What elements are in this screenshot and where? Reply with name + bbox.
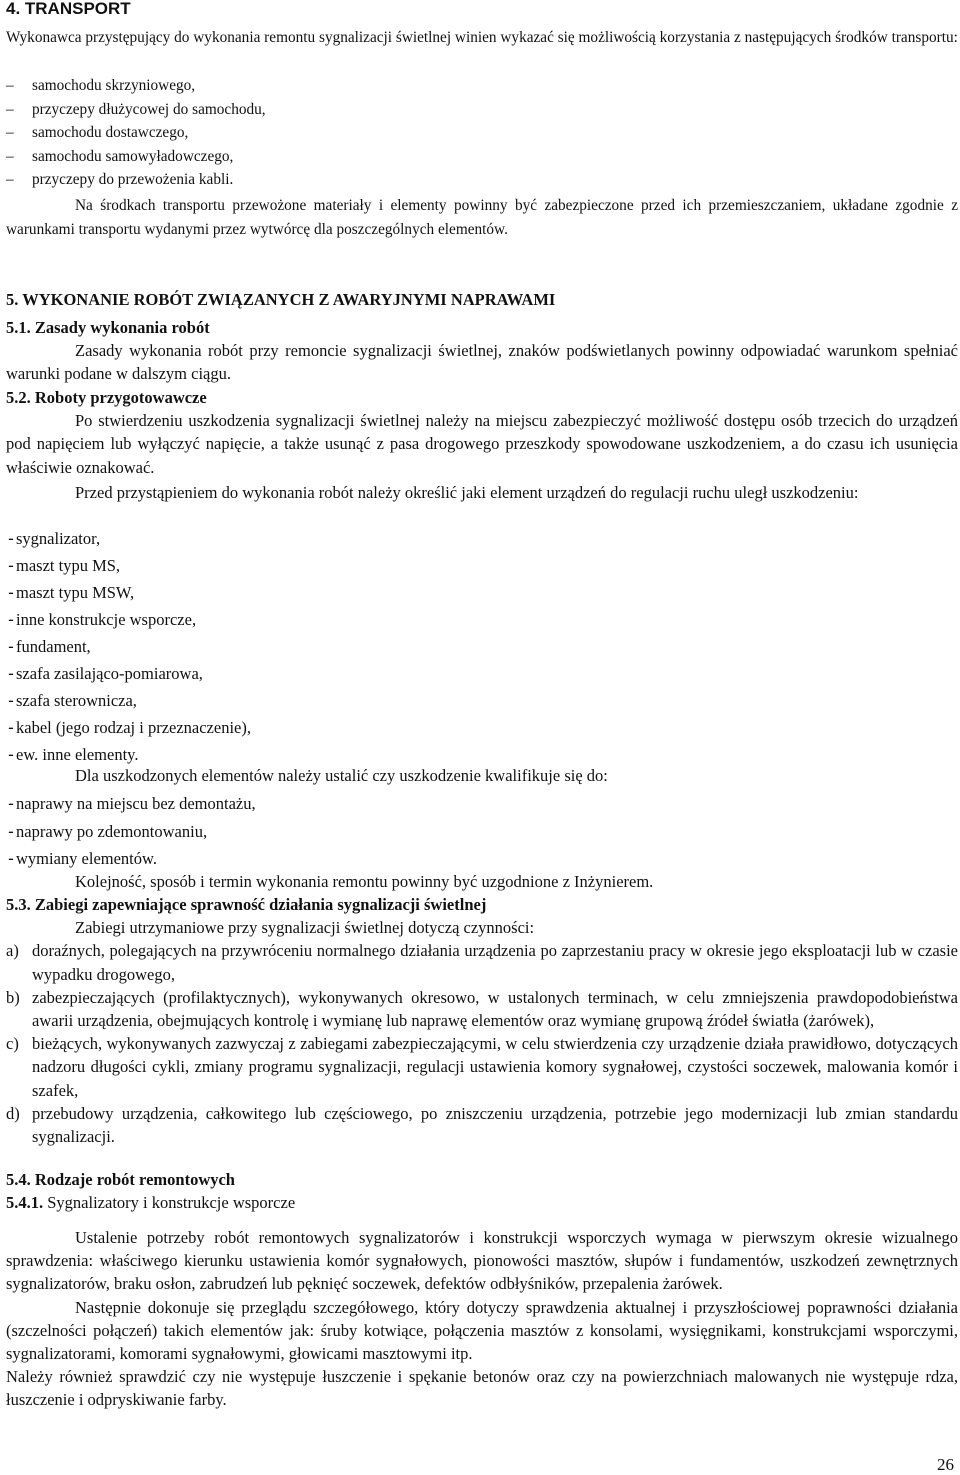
list-item — [6, 986, 958, 1032]
list-marker: c) — [6, 1034, 19, 1054]
list-item-text: samochodu skrzyniowego, — [32, 77, 196, 94]
transport-list — [6, 74, 958, 192]
paragraph: Zasady wykonania robót przy remoncie sygnalizacji świetlnej, znaków podświetlanych powinny odpowiadać warunkom spełniać warunki podane w dalszym ciągu. — [6, 341, 958, 384]
list-item-text: zabezpieczających (profilaktycznych), wykonywanych okresowo, w ustalonych terminach, w celu zmniejszenia prawdopodobieństwa awarii urządzenia, obejmujących kontrolę i wymianę lub naprawę elementów oraz wymianę grupową źródeł światła (żarówek), — [32, 987, 958, 1031]
hyphen-bullet: - — [6, 718, 16, 737]
hyphen-bullet: - — [6, 664, 16, 683]
sub-subsection-title: Sygnalizatory i konstrukcje wsporcze — [43, 1193, 296, 1213]
list-marker: a) — [6, 941, 19, 961]
list-item-text: kabel (jego rodzaj i przeznaczenie), — [16, 718, 251, 737]
dash-bullet: – — [6, 124, 14, 141]
damaged-elements-list — [6, 525, 958, 768]
paragraph: Wykonawca przystępujący do wykonania remontu sygnalizacji świetlnej winien wykazać się możliwością korzystania z następujących środków transportu: — [6, 29, 958, 46]
subsection-heading: 5.2. Roboty przygotowawcze — [6, 388, 207, 407]
list-item — [6, 98, 958, 122]
section-heading: 5. WYKONANIE ROBÓT ZWIĄZANYCH Z AWARYJNYMI NAPRAWAMI — [6, 290, 556, 309]
hyphen-bullet: - — [6, 556, 16, 575]
hyphen-bullet: - — [6, 583, 16, 602]
list-item-text: maszt typu MSW, — [16, 583, 135, 602]
list-item-text: szafa zasilająco-pomiarowa, — [16, 664, 203, 683]
list-marker: d) — [6, 1103, 20, 1123]
paragraph: Kolejność, sposób i termin wykonania remontu powinny być uzgodnione z Inżynierem. — [75, 872, 654, 891]
page-number: 26 — [937, 1455, 954, 1474]
list-item — [6, 714, 958, 741]
list-item-text: wymiany elementów. — [16, 849, 157, 868]
subsection-5-1 — [6, 316, 958, 386]
transport-note — [6, 194, 958, 241]
paragraph: Na środkach transportu przewożone materiały i elementy powinny być zabezpieczone przed ich przemieszczaniem, układane zgodnie z warunkami transportu wydanymi przez wytwórcę dla poszczególnych elementów. — [6, 197, 958, 238]
list-item-text: przyczepy do przewożenia kabli. — [32, 171, 234, 188]
paragraph: Należy również sprawdzić czy nie występuje łuszczenie i spękanie betonów oraz czy na powierzchniach malowanych nie występuje rdza, łuszczenie i odpryskiwanie farby. — [6, 1367, 958, 1410]
list-item-text: fundament, — [16, 637, 91, 656]
sub-subsection-number: 5.4.1. — [6, 1193, 44, 1213]
list-item — [6, 525, 958, 552]
subsection-heading: 5.3. Zabiegi zapewniające sprawność działania sygnalizacji świetlnej — [6, 895, 487, 914]
list-item-text: inne konstrukcje wsporcze, — [16, 610, 197, 629]
list-item-text: naprawy po zdemontowaniu, — [16, 821, 208, 841]
list-item — [6, 1102, 958, 1148]
paragraph: Po stwierdzeniu uszkodzenia sygnalizacji świetlnej należy na miejscu zabezpieczyć możliwość dostępu osób trzecich do urządzeń pod napięciem lub wyłączyć napięcie, a także usunąć z pasa drogowego przeszkody spowodowane uszkodzeniem, a do czasu ich usunięcia właściwie oznakować. — [6, 411, 958, 477]
list-item — [6, 790, 958, 818]
paragraph: Następnie dokonuje się przeglądu szczegółowego, który dotyczy sprawdzenia aktualnej i przyszłościowej poprawności działania (szczelności połączeń) takich elementów jak: śruby kotwiące, połączenia masztów z konsolami, wysięgnikami, konstrukcjami wsporczymi, sygnalizatorami, komorami sygnałowymi, głowicami masztowymi itp. — [6, 1297, 958, 1364]
dash-bullet: – — [6, 171, 14, 188]
list-item-text: maszt typu MS, — [16, 556, 121, 575]
list-item — [6, 1032, 958, 1102]
dash-bullet: – — [6, 147, 14, 165]
subsection-5-3 — [6, 893, 958, 1148]
dash-bullet: – — [6, 100, 14, 118]
list-item-text: samochodu samowyładowczego, — [32, 147, 234, 165]
list-item — [6, 606, 958, 633]
hyphen-bullet: - — [6, 529, 16, 548]
subsection-heading: 5.4. Rodzaje robót remontowych — [6, 1170, 235, 1189]
hyphen-bullet: - — [6, 821, 16, 841]
paragraph: Przed przystąpieniem do wykonania robót należy określić jaki element urządzeń do regulacji ruchu uległ uszkodzeniu: — [75, 482, 859, 502]
list-item — [6, 687, 958, 714]
list-item-text: ew. inne elementy. — [16, 745, 139, 764]
hyphen-bullet: - — [6, 637, 16, 656]
repair-types-list — [6, 790, 958, 873]
list-item — [6, 579, 958, 606]
section-heading-5 — [6, 288, 958, 311]
list-item — [6, 660, 958, 687]
list-item-text: szafa sterownicza, — [16, 691, 137, 710]
list-item — [6, 818, 958, 846]
paragraph: Dla uszkodzonych elementów należy ustalić czy uszkodzenie kwalifikuje się do: — [75, 766, 608, 785]
list-item-text: przebudowy urządzenia, całkowitego lub częściowego, po zniszczeniu urządzenia, potrzebie jego modernizacji lub zmian standardu sygnalizacji. — [32, 1103, 958, 1147]
list-marker: b) — [6, 987, 20, 1007]
subsection-5-4 — [6, 1168, 958, 1214]
list-item-text: przyczepy dłużycowej do samochodu, — [32, 100, 266, 118]
list-item-text: samochodu dostawczego, — [32, 124, 189, 141]
hyphen-bullet: - — [6, 610, 16, 629]
hyphen-bullet: - — [6, 745, 16, 764]
subsection-5-2 — [6, 386, 958, 504]
hyphen-bullet: - — [6, 691, 16, 710]
transport-intro — [6, 26, 958, 50]
schedule-paragraph — [6, 870, 958, 893]
list-item — [6, 939, 958, 985]
paragraph: Ustalenie potrzeby robót remontowych sygnalizatorów i konstrukcji wsporczych wymaga w pierwszym okresie wizualnego sprawdzenia: właściwego kierunku ustawienia komór sygnałowych, pionowości masztów, słupów i fundamentów, uszkodzeń zewnętrznych sygnalizatorów, braku osłon, zabrudzeń lub pęknięć soczewek, defektów odbłyśników, przepalenia żarówek. — [6, 1228, 958, 1294]
paragraph: Zabiegi utrzymaniowe przy sygnalizacji świetlnej dotyczą czynności: — [75, 918, 535, 938]
hyphen-bullet: - — [6, 849, 16, 868]
list-item-text: sygnalizator, — [16, 529, 101, 548]
qualification-paragraph — [6, 764, 958, 787]
section-transport — [6, 0, 958, 17]
list-item — [6, 121, 958, 145]
list-item — [6, 845, 958, 873]
list-item — [6, 552, 958, 579]
list-item — [6, 168, 958, 192]
dash-bullet: – — [6, 77, 14, 94]
subsection-heading: 5.1. Zasady wykonania robót — [6, 318, 210, 337]
list-item — [6, 145, 958, 169]
hyphen-bullet: - — [6, 794, 16, 813]
section-heading: 4. TRANSPORT — [6, 0, 131, 18]
sub-subsection-heading — [6, 1191, 958, 1214]
list-item — [6, 633, 958, 660]
list-item — [6, 74, 958, 98]
inspection-text — [6, 1226, 958, 1412]
list-item-text: bieżących, wykonywanych zazwyczaj z zabiegami zabezpieczającymi, w celu stwierdzenia czy urządzenie działa prawidłowo, dotyczących nadzoru długości cykli, zmiany programu sygnalizacji, regulacji ustawienia komory sygnałowej, czystości soczewek, malowania komór i szafek, — [32, 1034, 958, 1100]
list-item-text: doraźnych, polegających na przywróceniu normalnego działania urządzenia po zaprzestaniu pracy w okresie jego eksploatacji lub w czasie wypadku drogowego, — [32, 941, 958, 984]
list-item-text: naprawy na miejscu bez demontażu, — [16, 794, 256, 813]
